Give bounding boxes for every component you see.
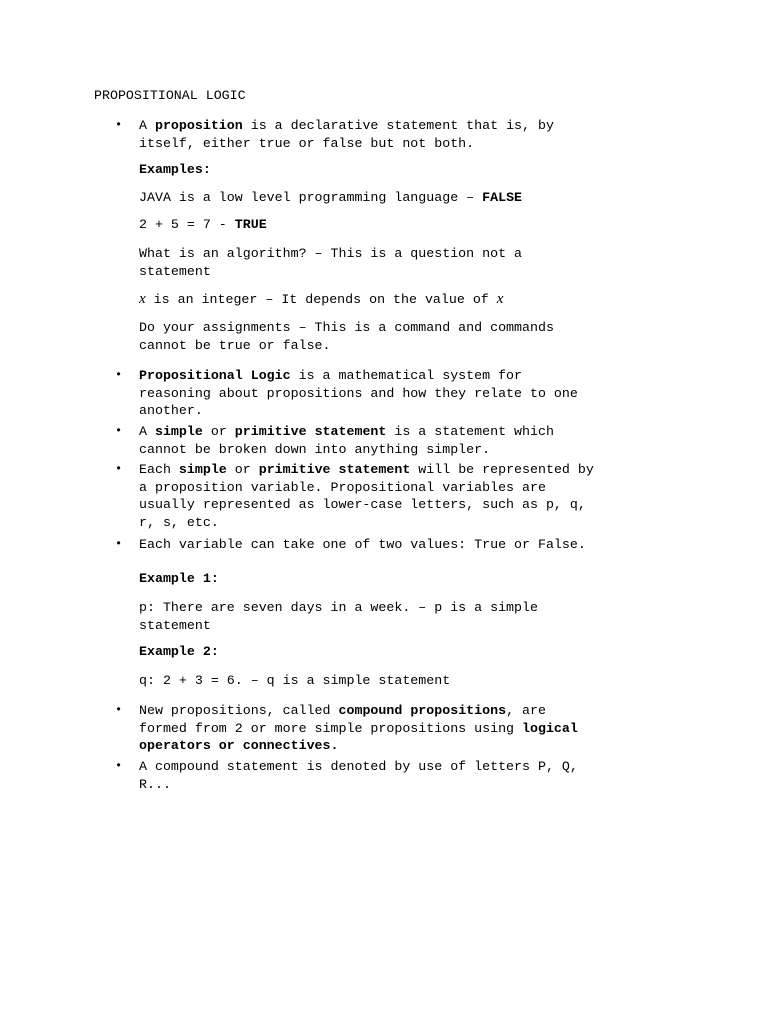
bullet-icon: • (115, 537, 123, 551)
example-1-heading: Example 1: (139, 571, 219, 586)
bullet-simple-statement: • A simple or primitive statement is a statement which cannot be broken down into anything simpler. (115, 424, 554, 457)
example-arithmetic: 2 + 5 = 7 - TRUE (139, 217, 267, 232)
example-2-heading: Example 2: (139, 644, 219, 659)
bullet-icon: • (115, 424, 123, 438)
term-proposition: proposition (154, 118, 243, 133)
example-question: What is an algorithm? – This is a question not a statement (139, 246, 523, 279)
example-1-text: p: There are seven days in a week. – p is a simple statement (139, 600, 538, 633)
bullet-proposition-variable: • Each simple or primitive statement will be represented by a proposition variable. Propositional variables are usually represented as lower-case letters, such as p, q, r, s, etc. (115, 462, 594, 530)
bullet-propositional-logic: • Propositional Logic is a mathematical system for reasoning about propositions and how they relate to one another. (115, 368, 578, 418)
bullet-icon: • (115, 703, 123, 717)
bullet-icon: • (115, 462, 123, 476)
page-title: PROPOSITIONAL LOGIC (94, 88, 246, 103)
example-command: Do your assignments – This is a command and commands cannot be true or false. (139, 320, 554, 353)
bullet-proposition-definition: • A proposition is a declarative statement that is, by itself, either true or false but not both. (115, 118, 554, 151)
example-java: JAVA is a low level programming language – FALSE (139, 190, 523, 205)
example-2-text: q: 2 + 3 = 6. – q is a simple statement (139, 673, 451, 688)
bullet-compound-propositions: • New propositions, called compound propositions, are formed from 2 or more simple propositions using logical operators or connectives. (115, 703, 578, 753)
examples-heading: Examples: (139, 162, 211, 177)
bullet-icon: • (115, 368, 123, 382)
example-variable: x is an integer – It depends on the value of x (139, 291, 504, 307)
bullet-variable-values: • Each variable can take one of two values: True or False. (115, 537, 586, 552)
bullet-compound-statement: • A compound statement is denoted by use of letters P, Q, R... (115, 759, 578, 792)
bullet-icon: • (115, 759, 123, 773)
bullet-icon: • (115, 118, 123, 132)
